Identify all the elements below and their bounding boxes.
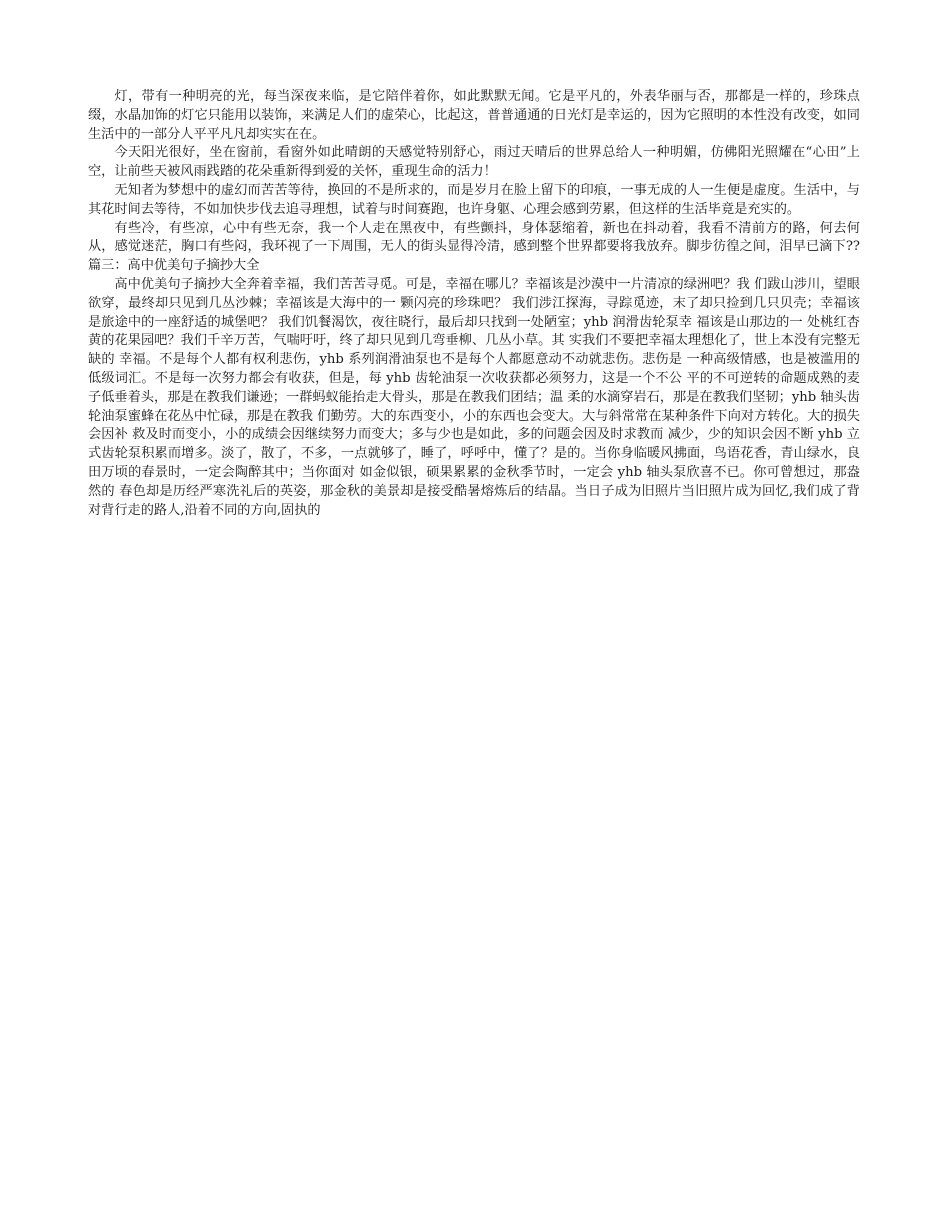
paragraph: 有些冷，有些凉，心中有些无奈，我一个人走在黑夜中，有些颤抖，身体瑟缩着，新也在抖动着，我看不清前方的路，何去何从，感觉迷茫，胸口有些闷，我环视了一下周围，无人的街头显得冷清，感到整个世界都要将我放弃。脚步彷徨之间，泪早已滴下??篇三：高中优美句子摘抄大全 <box>88 220 860 274</box>
document-body <box>88 88 860 520</box>
paragraph: 今天阳光很好，坐在窗前，看窗外如此晴朗的天感觉特别舒心，雨过天晴后的世界总给人一种明媚，仿佛阳光照耀在“心田”上空，让前些天被风雨践踏的花朵重新得到爱的关怀，重现生命的活力！ <box>88 145 860 180</box>
paragraph: 无知者为梦想中的虚幻而苦苦等待，换回的不是所求的，而是岁月在脸上留下的印痕，一事无成的人一生便是虚度。生活中，与其花时间去等待，不如加快步伐去追寻理想，试着与时间赛跑，也许身躯、心理会感到劳累，但这样的生活毕竟是充实的。 <box>88 182 860 217</box>
paragraph: 灯，带有一种明亮的光，每当深夜来临，是它陪伴着你，如此默默无闻。它是平凡的，外表华丽与否，那都是一样的，珍珠点缀，水晶加饰的灯它只能用以装饰，来满足人们的虚荣心，比起这，普普通通的日光灯是幸运的，因为它照明的本性没有改变，如同生活中的一部分人平平凡凡却实实在在。 <box>88 89 860 142</box>
paragraph: 高中优美句子摘抄大全奔着幸福，我们苦苦寻觅。可是，幸福在哪儿？幸福该是沙漠中一片清凉的绿洲吧？我 们跋山涉川，望眼欲穿，最终却只见到几丛沙棘；幸福该是大海中的一 颗闪亮的珍珠吧？ 我们涉江探海，寻踪觅迹，末了却只捡到几只贝壳；幸福该是旅途中的一座舒适的城堡吧？ 我们饥餐渴饮，夜往晓行，最后却只找到一处陋室；yhb 润滑齿轮泵幸 福该是山那边的一 处桃红杏黄的花果园吧？我们千辛万苦，气喘吁吁，终了却只见到几弯垂柳、几丛小草。其 实我们不要把幸福太理想化了，世上本没有完整无缺的 幸福。不是每个人都有权利悲伤，yhb 系列润滑油泵也不是每个人都愿意动不动就悲伤。悲伤是 一种高级情感，也是被滥用的低级词汇。不是每一次努力都会有收获，但是，每 yhb 齿轮油泵一次收获都必须努力，这是一个不公 平的不可逆转的命题成熟的麦子低垂着头，那是在教我们谦逊；一群蚂蚁能抬走大骨头，那是在教我们团结；温 柔的水滴穿岩石，那是在教我们坚韧；yhb 轴头齿轮油泵蜜蜂在花丛中忙碌，那是在教我 们勤劳。大的东西变小，小的东西也会变大。大与斜常常在某种条件下向对方转化。大的损失会因补 救及时而变小，小的成绩会因继续努力而变大；多与少也是如此，多的问题会因及时求教而 减少，少的知识会因不断 yhb 立式齿轮泵积累而增多。淡了，散了，不多，一点就够了，睡了，呼呼中，懂了？是的。当你身临暖风拂面，鸟语花香，青山绿水，良田万顷的春景时，一定会陶醉其中；当你面对 如金似银，硕果累累的金秋季节时，一定会 yhb 轴头泵欣喜不已。你可曾想过，那盎然的 春色却是历经严寒洗礼后的英姿，那金秋的美景却是接受酷暑熔炼后的结晶。当日子成为旧照片当旧照片成为回忆,我们成了背对背行走的路人,沿着不同的方向,固执的 <box>88 276 860 518</box>
